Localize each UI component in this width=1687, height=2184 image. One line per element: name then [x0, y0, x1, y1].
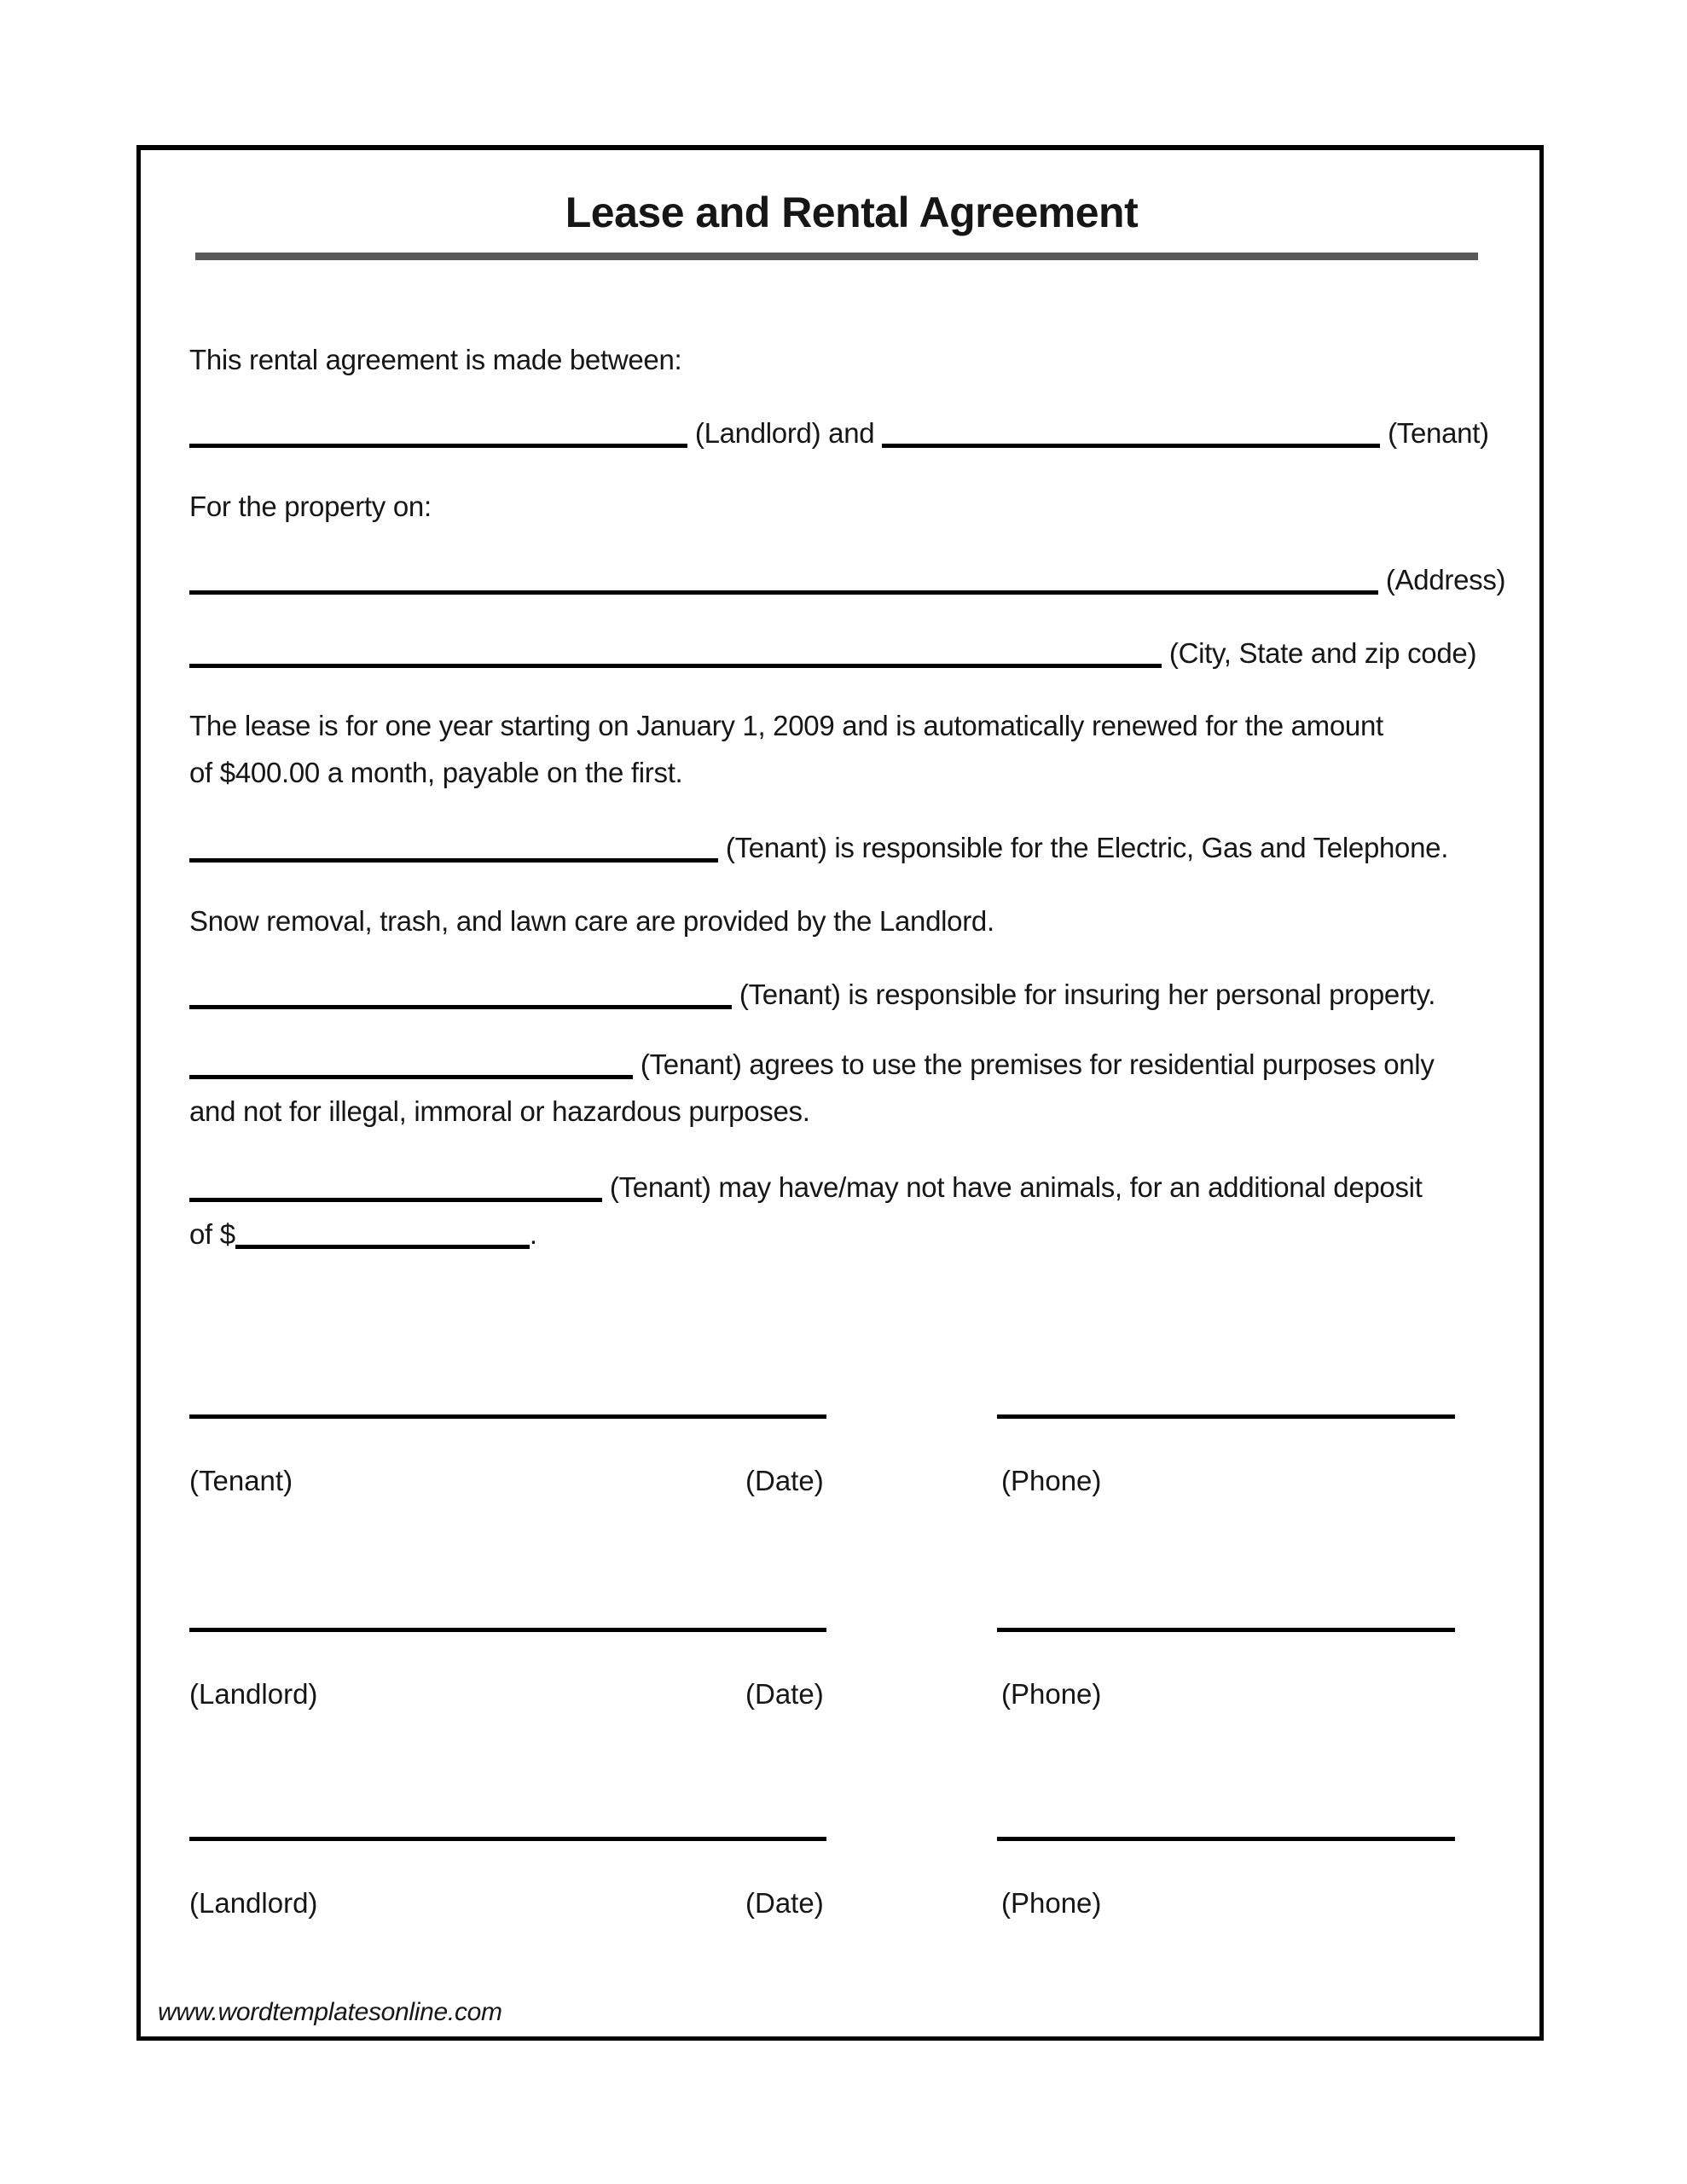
premises-paragraph	[189, 1041, 1514, 1135]
tenant-phone-line	[997, 1414, 1455, 1419]
landlord2-phone-line	[997, 1837, 1455, 1841]
intro-paragraph: This rental agreement is made between:	[189, 344, 682, 375]
insurance-clause: (Tenant) is responsible for insuring her personal property.	[739, 979, 1436, 1010]
tenant-name-label: (Tenant)	[189, 1465, 293, 1496]
landlord2-signature-row	[189, 1837, 1514, 1841]
lease-agreement-page	[136, 145, 1544, 2041]
deposit-prefix: of $	[189, 1218, 235, 1250]
landlord1-signature-labels	[189, 1676, 1514, 1712]
landlord2-phone-label: (Phone)	[1001, 1887, 1102, 1919]
landlord-blank-line	[189, 444, 687, 448]
premises-clause-line1: (Tenant) agrees to use the premises for residential purposes only	[640, 1048, 1435, 1080]
utilities-clause: (Tenant) is responsible for the Electric, Gas and Telephone.	[725, 832, 1449, 863]
landlord1-name-label: (Landlord)	[189, 1678, 318, 1710]
insurance-blank-line	[189, 1005, 732, 1009]
lease-terms-paragraph	[189, 702, 1514, 796]
animals-clause-line1: (Tenant) may have/may not have animals, for an additional deposit	[609, 1171, 1423, 1203]
landlord1-date-label: (Date)	[745, 1678, 824, 1710]
lease-terms-line1: The lease is for one year starting on January 1, 2009 and is automatically renewed for the amount	[189, 710, 1383, 741]
landlord2-signature-labels	[189, 1885, 1514, 1921]
tenant-date-label: (Date)	[745, 1465, 824, 1496]
premises-blank-line	[189, 1075, 633, 1079]
deposit-blank-line	[235, 1245, 530, 1249]
parties-row	[189, 415, 1514, 451]
insurance-row	[189, 977, 1514, 1013]
city-blank-line	[189, 664, 1162, 668]
page-title: Lease and Rental Agreement	[565, 189, 1139, 236]
landlord2-name-label: (Landlord)	[189, 1887, 318, 1919]
city-label: (City, State and zip code)	[1168, 637, 1477, 669]
tenant-phone-label: (Phone)	[1001, 1465, 1102, 1496]
landlord1-signature-line	[189, 1628, 826, 1632]
landlord1-signature-row	[189, 1628, 1514, 1632]
tenant-signature-labels	[189, 1463, 1514, 1499]
utilities-blank-line	[189, 858, 718, 863]
city-row	[189, 636, 1514, 671]
address-blank-line	[189, 590, 1378, 595]
address-row	[189, 562, 1514, 598]
landlord2-signature-line	[189, 1837, 826, 1841]
utilities-row	[189, 830, 1514, 866]
footer-url: www.wordtemplatesonline.com	[158, 1998, 502, 2026]
premises-clause-line2: and not for illegal, immoral or hazardous purposes.	[189, 1095, 810, 1127]
tenant-blank-line	[882, 444, 1380, 448]
landlord-label: (Landlord) and	[694, 417, 875, 449]
animals-blank-line	[189, 1198, 602, 1202]
title-divider-rule	[195, 253, 1478, 260]
landlord1-phone-label: (Phone)	[1001, 1678, 1102, 1710]
tenant-signature-row	[189, 1414, 1514, 1419]
address-label: (Address)	[1385, 564, 1506, 595]
deposit-period: .	[529, 1218, 537, 1250]
landlord1-phone-line	[997, 1628, 1455, 1632]
animals-paragraph	[189, 1164, 1514, 1258]
tenant-label: (Tenant)	[1388, 417, 1489, 449]
tenant-signature-line	[189, 1414, 826, 1419]
landlord2-date-label: (Date)	[745, 1887, 824, 1919]
landlord-services-paragraph: Snow removal, trash, and lawn care are provided by the Landlord.	[189, 905, 994, 937]
lease-terms-line2: of $400.00 a month, payable on the first.	[189, 757, 683, 788]
property-heading: For the property on:	[189, 491, 432, 522]
